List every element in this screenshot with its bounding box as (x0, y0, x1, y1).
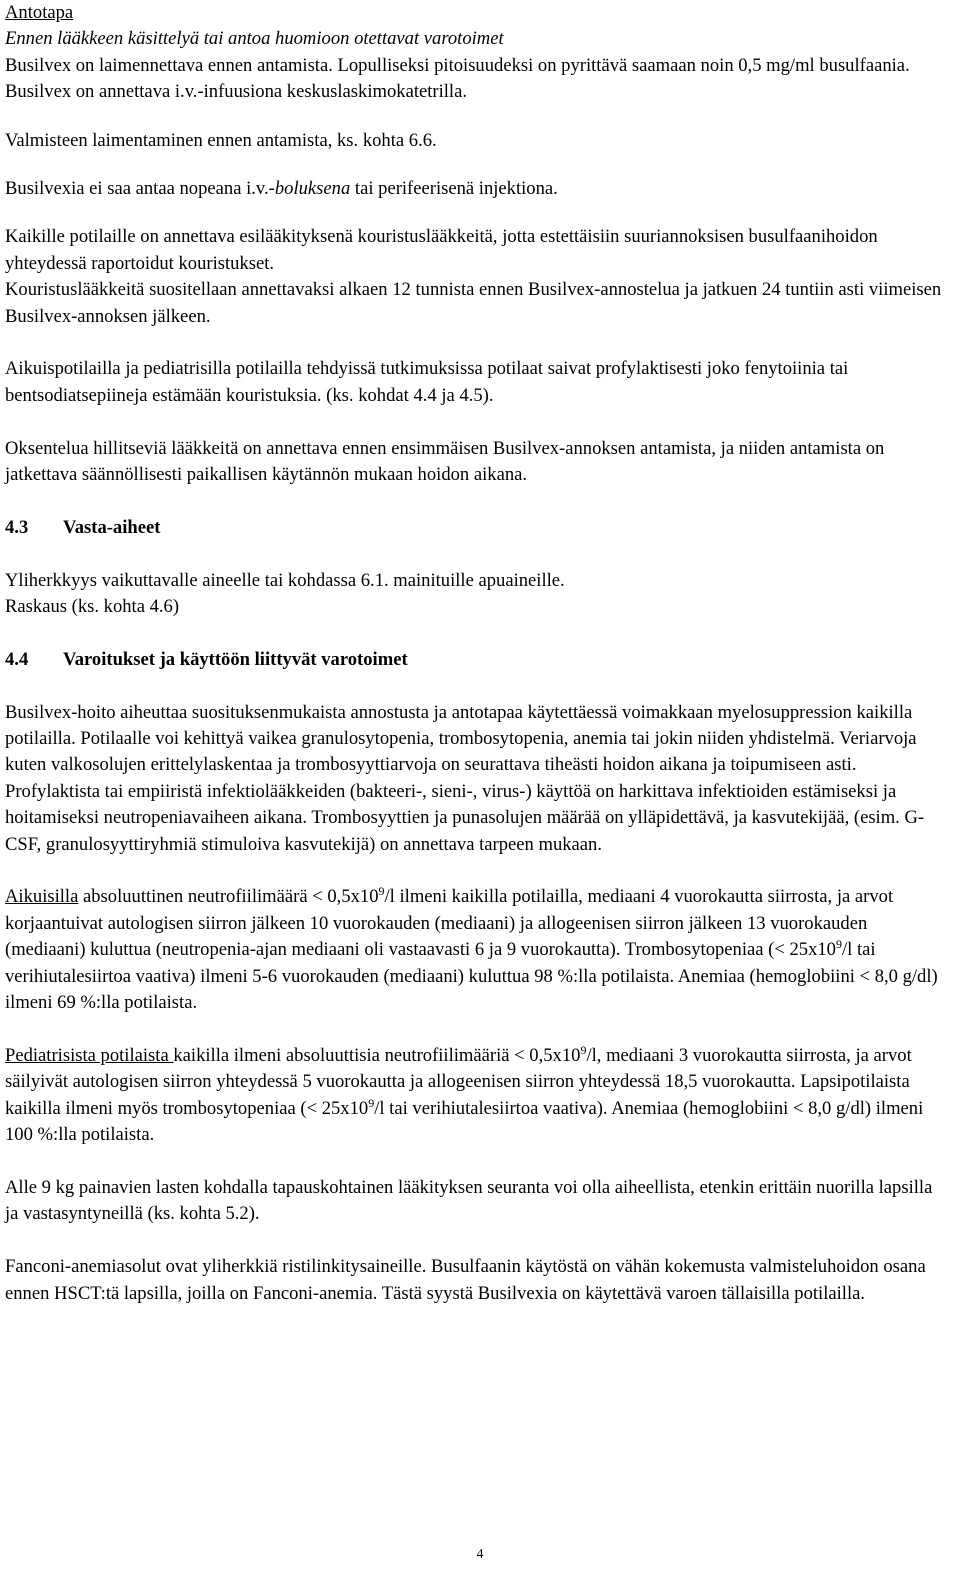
section-title-antotapa: Antotapa (5, 2, 74, 23)
document-page (5, 0, 950, 1307)
admin-p3-text-b: tai perifeerisenä injektiona. (350, 178, 558, 200)
pediatric-text-b: /l, mediaani 3 vuorokautta siirrosta, ja arvot säilyivät autologisen siirron yhteydessä 5 vuorokautta ja allogeenisen siirron yhteydessä 18,5 vuorokautta. Lapsipotilaista kaikilla ilmeni myös trombosytopeniaa (< 25x10 (5, 1044, 912, 1119)
precautions-heading: Ennen lääkkeen käsittelyä tai antoa huomioon otettavat varotoimet (5, 28, 504, 50)
warnings-paragraph-1: Busilvex-hoito aiheuttaa suosituksenmukaista annostusta ja antotapaa käytettäessä voimakkaan myelosuppression kaikilla potilailla. Potilaalle voi kehittyä vaikea granulosytopenia, trombosytopenia, anemia tai jokin niiden yhdistelmä. Veriarvoja kuten valkosolujen erittelylaskentaa ja trombosyyttiarvoja on seurattava tiheästi hoidon aikana ja toipumiseen asti. (5, 701, 917, 776)
adults-paragraph (5, 884, 950, 1016)
adults-text-b: /l ilmeni kaikilla potilailla, mediaani 4 vuorokautta siirrosta, ja arvot korjaantuivat autologisen siirron jälkeen 10 vuorokauden (mediaani) ja allogeenisen siirron jälkeen 13 vuorokauden (mediaani) kuluttua (neutropenia-ajan mediaani oli vastaavasti 6 ja 9 vuorokautta). Trombosytopeniaa (< 25x10 (5, 886, 894, 961)
adults-sup-2: 9 (835, 937, 842, 952)
section-heading-4-4 (5, 647, 950, 673)
pediatric-text-c: /l tai verihiutalesiirtoa vaativa). Anemiaa (hemoglobiini < 8,0 g/dl) ilmeni 100 %:lla potilaista. (5, 1097, 924, 1146)
adults-sup-1: 9 (378, 884, 385, 899)
admin-p3-text-a: Busilvexia ei saa antaa nopeana i.v.- (5, 178, 275, 200)
admin-paragraph-5: Kouristuslääkkeitä suositellaan annettavaksi alkaen 12 tunnista ennen Busilvex-annostelua ja jatkuen 24 tuntiin asti viimeisen Busilvex-annoksen jälkeen. (5, 279, 942, 327)
section-number-4-4: 4.4 (5, 648, 29, 670)
warnings-paragraph-2: Profylaktista tai empiiristä infektiolääkkeiden (bakteeri-, sieni-, virus-) käyttöä on harkittava infektioiden estämiseksi ja hoitamiseksi neutropeniavaiheen aikana. Trombosyyttien ja punasolujen määrää on ylläpidettävä, ja kasvutekijää, (esim. G-CSF, granulosyyttiryhmiä stimuloiva kasvutekijä) on annettava tarpeen mukaan. (5, 780, 925, 855)
adults-label: Aikuisilla (5, 886, 79, 908)
admin-p3-italic: boluksena (274, 178, 351, 200)
fanconi-paragraph: Fanconi-anemiasolut ovat yliherkkiä ristilinkitysaineille. Busulfaanin käytöstä on vähän kokemusta valmisteluhoidon osana ennen HSCT:tä lapsilla, joilla on Fanconi-anemia. Tästä syystä Busilvexia on käytettävä varoen tällaisilla potilailla. (5, 1256, 926, 1304)
section-title-4-3: Vasta-aiheet (63, 516, 161, 538)
contraindication-line-2: Raskaus (ks. kohta 4.6) (5, 596, 180, 618)
pediatric-text-a: kaikilla ilmeni absoluuttisia neutrofiilimääriä < 0,5x10 (173, 1044, 581, 1066)
section-heading-4-3 (5, 515, 950, 541)
admin-paragraph-7: Oksentelua hillitseviä lääkkeitä on annettava ennen ensimmäisen Busilvex-annoksen antamista, ja niiden antamista on jatkettava säännöllisesti paikallisen käytännön mukaan hoidon aikana. (5, 437, 885, 486)
page-number: 4 (476, 1547, 484, 1562)
contraindication-line-1: Yliherkkyys vaikuttavalle aineelle tai kohdassa 6.1. mainituille apuaineille. (5, 569, 565, 591)
section-number-4-3: 4.3 (5, 516, 29, 538)
admin-paragraph-1: Busilvex on laimennettava ennen antamista. Lopulliseksi pitoisuudeksi on pyrittävä saamaan noin 0,5 mg/ml busulfaania. Busilvex on annettava i.v.-infuusiona keskuslaskimokatetrilla. (5, 54, 910, 103)
weight-paragraph: Alle 9 kg painavien lasten kohdalla tapauskohtainen lääkityksen seuranta voi olla aiheellista, etenkin erittäin nuorilla lapsilla ja vastasyntyneillä (ks. kohta 5.2). (5, 1176, 933, 1225)
pediatric-sup-1: 9 (580, 1042, 587, 1057)
section-title-4-4: Varoitukset ja käyttöön liittyvät varotoimet (63, 648, 408, 670)
admin-paragraph-4: Kaikille potilaille on annettava esilääkityksenä kouristuslääkkeitä, jotta estettäisiin suuriannoksisen busulfaanihoidon yhteydessä raportoidut kouristukset. (5, 226, 878, 274)
admin-paragraph-6: Aikuispotilailla ja pediatrisilla potilailla tehdyissä tutkimuksissa potilaat saivat profylaktisesti joko fenytoiinia tai bentsodiatsepiineja estämään kouristuksia. (ks. kohdat 4.4 ja 4.5). (5, 358, 849, 406)
admin-paragraph-3 (5, 176, 950, 202)
pediatric-sup-2: 9 (368, 1095, 375, 1110)
adults-text-c: /l tai verihiutalesiirtoa vaativa) ilmeni 5-6 vuorokauden (mediaani) kuluttua 98 %:lla potilaista. Anemiaa (hemoglobiini < 8,0 g/dl) ilmeni 69 %:lla potilaista. (5, 939, 938, 1014)
pediatric-paragraph (5, 1043, 950, 1149)
admin-paragraph-2: Valmisteen laimentaminen ennen antamista, ks. kohta 6.6. (5, 129, 437, 151)
adults-text-a: absoluuttinen neutrofiilimäärä < 0,5x10 (78, 886, 379, 908)
pediatric-label: Pediatrisista potilaista (5, 1044, 174, 1066)
